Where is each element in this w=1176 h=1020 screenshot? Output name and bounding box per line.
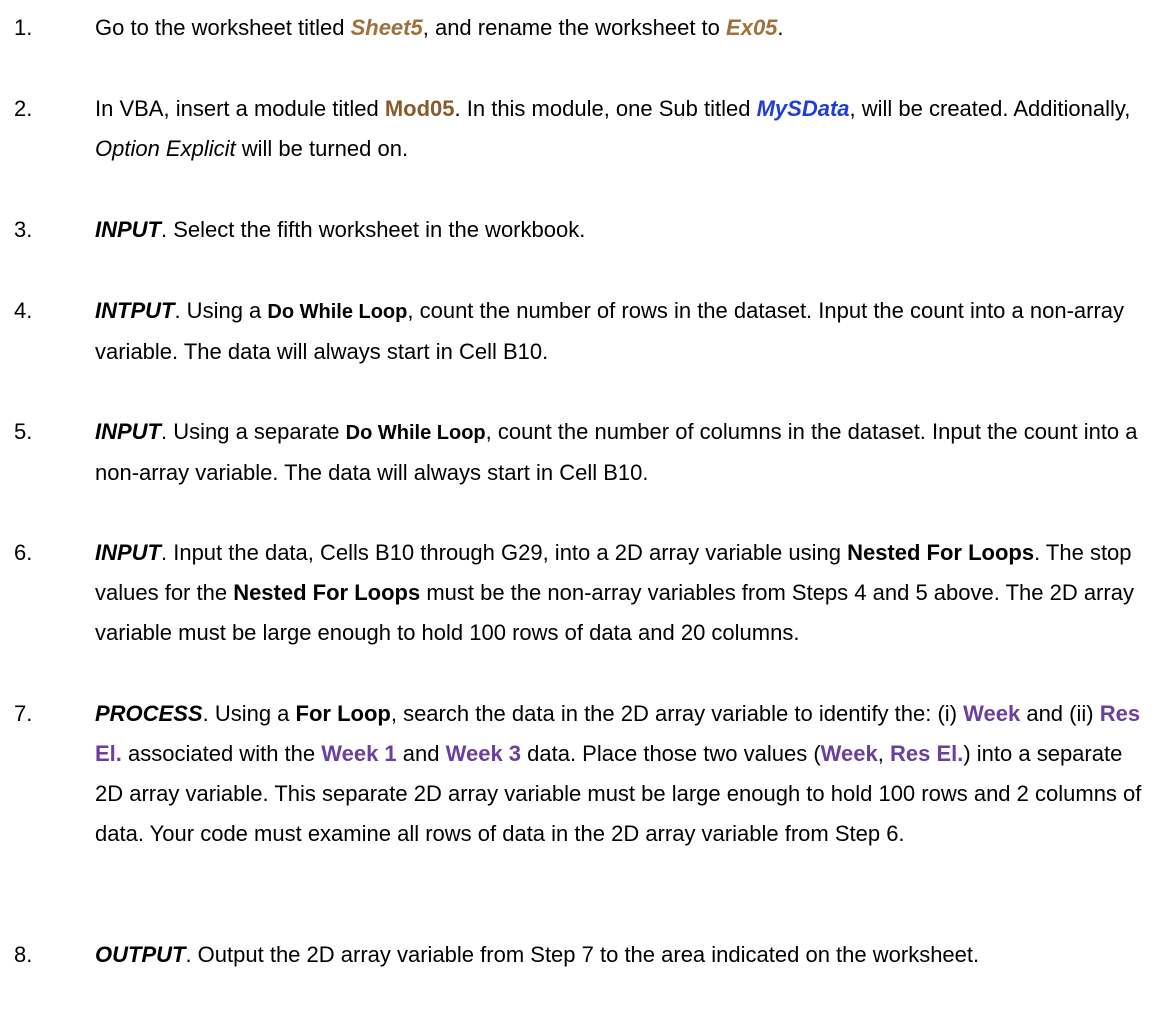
field-res-el: Res El. xyxy=(889,741,964,766)
step-text-part: , search the data in the 2D array variable to identify the: (i) xyxy=(390,701,964,726)
loop-term: Nested For Loops xyxy=(233,580,421,605)
step-text-part: . xyxy=(777,15,784,40)
step-text-part: must be the non-array variables from Steps 4 and 5 above. The 2D array variable must be large enough to hold 100 rows of data and 20 columns. xyxy=(95,580,1134,645)
value-week-3: Week 3 xyxy=(445,741,522,766)
step-text-part: . Input the data, Cells B10 through G29, into a 2D array variable using xyxy=(161,540,848,565)
loop-term: Do While Loop xyxy=(345,422,486,444)
step-number: 8. xyxy=(14,942,33,967)
step-text xyxy=(95,8,1155,48)
step-number: 6. xyxy=(14,540,33,565)
step-text xyxy=(95,291,1155,372)
step-text xyxy=(95,935,1155,975)
loop-term: For Loop xyxy=(295,701,391,726)
step-text xyxy=(95,533,1155,653)
value-week-1: Week 1 xyxy=(321,741,397,766)
step-text-part: , count the number of rows in the dataset. Input the count into a non-array variable. The data will always start in Cell B10. xyxy=(95,298,1125,364)
step-text-part: and xyxy=(396,741,446,766)
step-text-part: , count the number of columns in the dataset. Input the count into a non-array variable. The data will always start in Cell B10. xyxy=(95,419,1138,485)
step-keyword: INTPUT xyxy=(95,298,175,323)
field-res-el: Res El. xyxy=(95,701,1141,766)
step-text xyxy=(95,694,1155,854)
step-keyword: INPUT xyxy=(95,540,161,565)
step-text-part: In VBA, insert a module titled xyxy=(95,96,385,121)
step-text-part: will be turned on. xyxy=(235,136,409,161)
step-text-part: . Using a separate xyxy=(161,419,346,444)
sheet-name-new: Ex05 xyxy=(726,15,778,40)
step-keyword: OUTPUT xyxy=(95,942,186,967)
step-text-part: data. Place those two values ( xyxy=(521,741,821,766)
step-text-part: . In this module, one Sub titled xyxy=(454,96,757,121)
step-number: 1. xyxy=(14,15,33,40)
step-text-part: ) into a separate 2D array variable. This separate 2D array variable must be large enough to hold 100 rows and 2 columns of data. Your code must examine all rows of data in the 2D array variable from Step 6. xyxy=(95,741,1142,846)
step-text-part: , xyxy=(877,741,890,766)
step-text-part: . Using a xyxy=(174,298,268,323)
step-text-part: Go to the worksheet titled xyxy=(95,15,351,40)
field-week: Week xyxy=(963,701,1021,726)
module-name: Mod05 xyxy=(384,96,455,121)
step-text-part: and (ii) xyxy=(1020,701,1100,726)
step-keyword: INPUT xyxy=(95,419,161,444)
step-text xyxy=(95,89,1155,169)
step-keyword: PROCESS xyxy=(95,701,203,726)
step-text-part: . Select the fifth worksheet in the workbook. xyxy=(161,217,586,242)
field-week: Week xyxy=(820,741,878,766)
step-text xyxy=(95,210,1155,250)
step-text-part: . The stop values for the xyxy=(95,540,1132,605)
step-text-part: associated with the xyxy=(121,741,322,766)
step-text-part: . Using a xyxy=(202,701,296,726)
step-keyword: INPUT xyxy=(95,217,161,242)
step-number: 7. xyxy=(14,701,33,726)
step-text-part: , and rename the worksheet to xyxy=(422,15,727,40)
step-text-part: . Output the 2D array variable from Step 7 to the area indicated on the worksheet. xyxy=(185,942,980,967)
sheet-name-old: Sheet5 xyxy=(350,15,423,40)
step-number: 3. xyxy=(14,217,33,242)
option-explicit: Option Explicit xyxy=(95,136,236,161)
loop-term: Do While Loop xyxy=(267,301,408,323)
sub-name: MySData xyxy=(756,96,850,121)
loop-term: Nested For Loops xyxy=(847,540,1035,565)
step-text-part: , will be created. Additionally, xyxy=(849,96,1131,121)
step-number: 2. xyxy=(14,96,33,121)
step-number: 4. xyxy=(14,298,33,323)
step-text xyxy=(95,412,1155,493)
step-number: 5. xyxy=(14,419,33,444)
